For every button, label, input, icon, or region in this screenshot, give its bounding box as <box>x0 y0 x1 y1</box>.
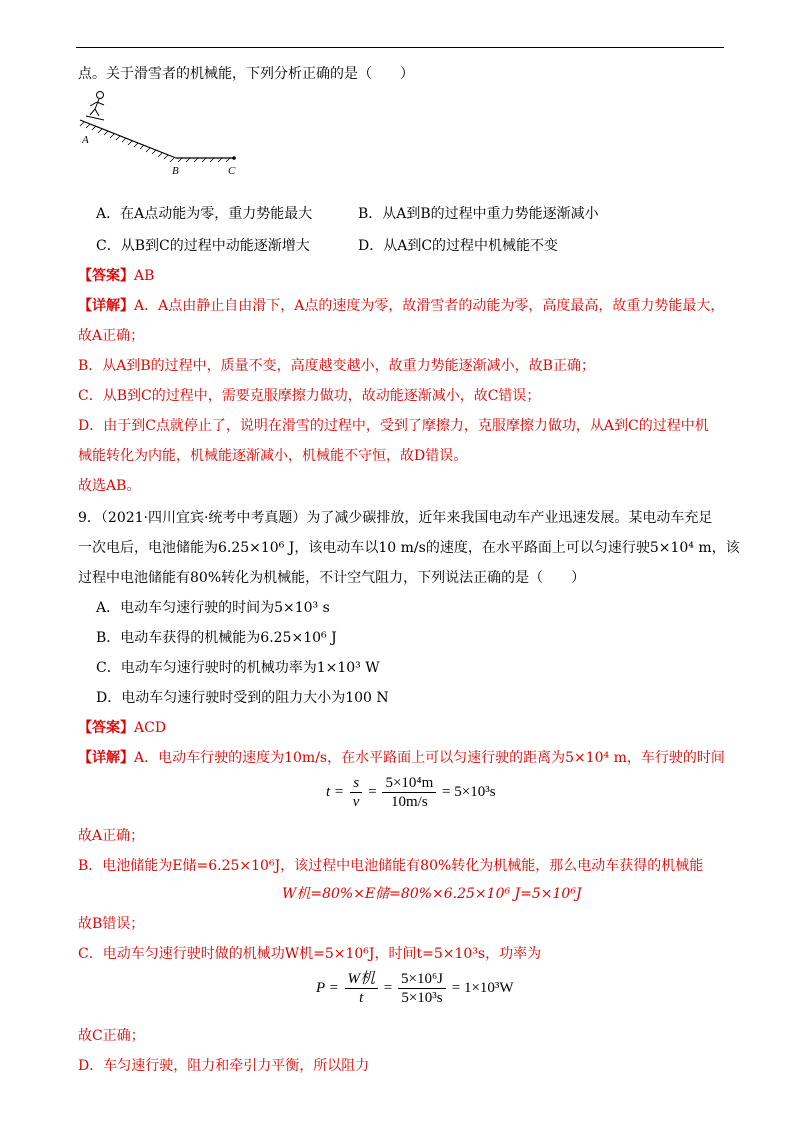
q9-option-c: C．电动车匀速行驶时的机械功率为1×10³ W <box>96 660 380 676</box>
detail-label: 【详解】 <box>78 750 134 766</box>
q9-detail-c2: 故C正确； <box>78 1028 145 1044</box>
header-rule <box>76 47 724 48</box>
q9-stem-3: 过程中电池储能有80%转化为机械能，不计空气阻力，下列说法正确的是（ ） <box>78 570 586 586</box>
eq1-fraction-1: $\frac{s}{v}$ <box>350 774 363 811</box>
eq3-rhs: = 1×10³W <box>451 979 514 996</box>
eq1-rhs: = 5×10³s <box>442 783 496 800</box>
q9-detail-b2: 故B错误； <box>78 916 145 932</box>
q9-option-a: A．电动车匀速行驶的时间为5×10³ s <box>96 600 330 616</box>
q9-option-d: D．电动车匀速行驶时受到的阻力大小为100 N <box>96 690 389 706</box>
eq3-lhs: P = <box>316 979 339 996</box>
label-a: A <box>82 134 89 146</box>
q8-detail-a <box>78 296 724 316</box>
ground-hatch <box>80 122 230 162</box>
q8-answer <box>78 266 154 286</box>
q8-detail-a2: 故A正确； <box>78 328 145 344</box>
equation-mech-energy: W机=80%×E储=80%×6.25×10⁶ J=5×10⁶J <box>282 886 582 902</box>
eq3-fraction-1: $\frac{\text{W机}}{t}$ <box>345 970 379 1007</box>
q9-answer <box>78 718 166 738</box>
q9-detail-b: B．电池储能为E储=6.25×10⁶J，该过程中电池储能有80%转化为机械能，那么电动车获得的机械能 <box>78 858 704 874</box>
eq1-fraction-2: $\frac{\text{5×10⁴m}}{10m/s}$ <box>382 774 436 811</box>
q8-option-a: A．在A点动能为零，重力势能最大 <box>96 206 313 222</box>
q9-detail-c: C．电动车匀速行驶时做的机械功W机=5×10⁶J，时间t=5×10³s，功率为 <box>78 946 542 962</box>
answer-value: ACD <box>134 720 167 736</box>
q9-stem-2: 一次电后，电池储能为6.25×10⁶ J，该电动车以10 m/s的速度，在水平路面上可以匀速行驶5×10⁴ m，该 <box>78 540 740 556</box>
slope-incline <box>80 120 176 158</box>
q9-detail-a <box>78 748 725 768</box>
skier-icon <box>86 92 104 121</box>
equation-time: t = $\frac{s}{v}$ = $\frac{\text{5×10⁴m}}{10m/s}$ = 5×10³s <box>326 775 496 810</box>
q8-conclusion: 故选AB。 <box>78 478 141 494</box>
q9-stem-1: 9．（2021·四川宜宾·统考中考真题）为了减少碳排放，近年来我国电动车产业迅速发展。某电动车充足 <box>78 510 713 526</box>
q9-detail-a2: 故A正确； <box>78 828 145 844</box>
q8-detail-b: B．从A到B的过程中，质量不变，高度越变越小，故重力势能逐渐减小，故B正确； <box>78 358 595 374</box>
detail-label: 【详解】 <box>78 298 134 314</box>
eq1-lhs: t = <box>326 783 345 800</box>
label-b: B <box>172 165 179 177</box>
q8-option-c: C．从B到C的过程中动能逐渐增大 <box>96 238 310 254</box>
detail-a-text: A．A点由静止自由滑下，A点的速度为零，故滑雪者的动能为零，高度最高，故重力势能最大， <box>134 298 725 314</box>
q8-option-d: D．从A到C的过程中机械能不变 <box>358 238 559 254</box>
q9-option-b: B．电动车获得的机械能为6.25×10⁶ J <box>96 630 337 646</box>
eq3-fraction-2: $\frac{\text{5×10⁶J}}{\text{5×10³s}}$ <box>398 970 446 1007</box>
q9-detail-d: D．车匀速行驶，阻力和牵引力平衡，所以阻力 <box>78 1058 370 1074</box>
answer-label: 【答案】 <box>78 268 134 284</box>
label-c: C <box>228 165 236 177</box>
q8-detail-d: D．由于到C点就停止了，说明在滑雪的过程中，受到了摩擦力，克服摩擦力做功，从A到C的过程中机 <box>78 418 709 434</box>
answer-label: 【答案】 <box>78 720 134 736</box>
q8-stem: 点。关于滑雪者的机械能，下列分析正确的是（ ） <box>78 66 414 82</box>
detail-a-text: A．电动车行驶的速度为10m/s，在水平路面上可以匀速行驶的距离为5×10⁴ m，车行驶的时间 <box>134 750 725 766</box>
equation-power: P = $\frac{\text{W机}}{t}$ = $\frac{\text{5×10⁶J}}{\text{5×10³s}}$ = 1×10³W <box>316 971 514 1006</box>
q8-detail-d2: 械能转化为内能，机械能逐渐减小，机械能不守恒，故D错误。 <box>78 448 468 464</box>
point-c-dot <box>232 156 236 160</box>
answer-value: AB <box>134 268 155 284</box>
q8-option-b: B．从A到B的过程中重力势能逐渐减小 <box>358 206 599 222</box>
slope-figure <box>78 88 248 180</box>
q8-detail-c: C．从B到C的过程中，需要克服摩擦力做功，故动能逐渐减小，故C错误； <box>78 388 541 404</box>
